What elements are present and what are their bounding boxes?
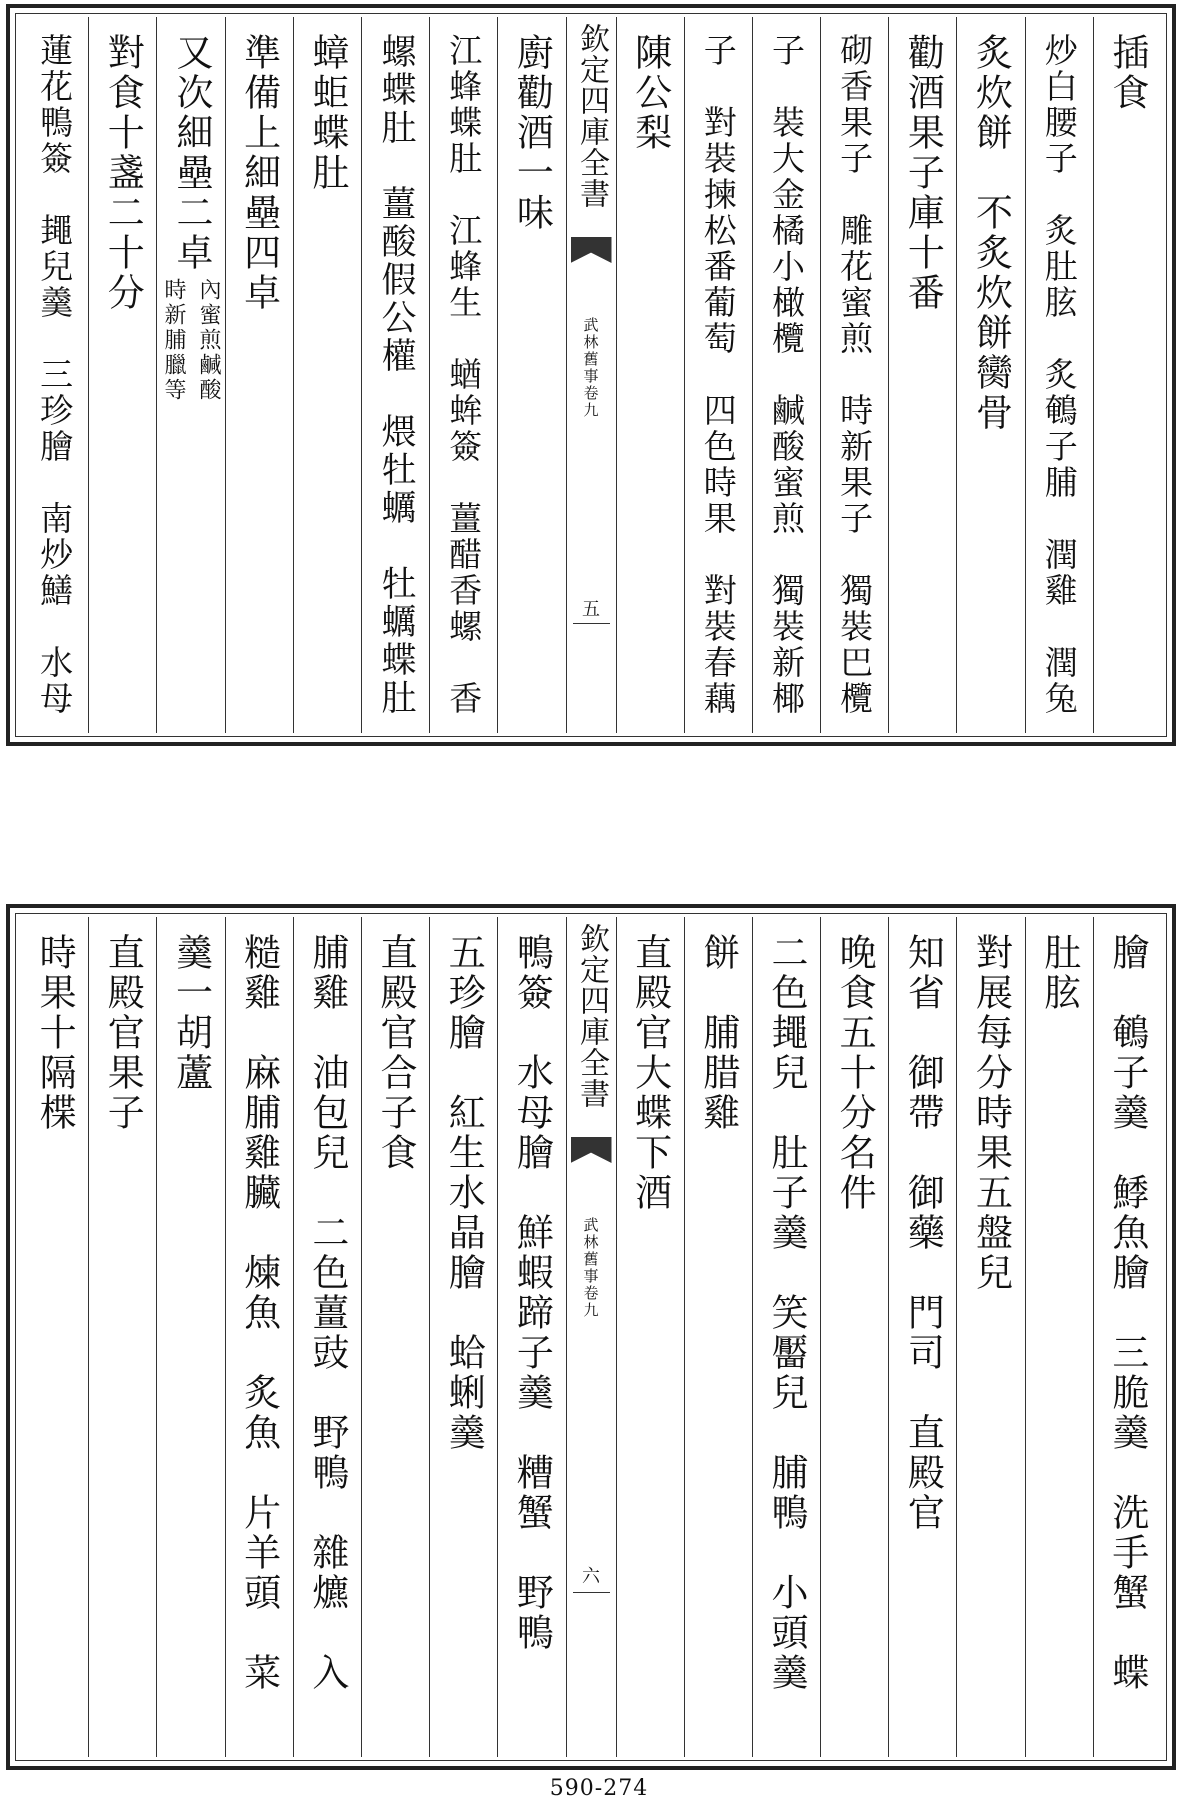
- column: [684, 917, 752, 1757]
- column: [956, 17, 1024, 733]
- fold-rule: [573, 1592, 610, 1593]
- column: [1093, 917, 1161, 1757]
- column: [429, 17, 497, 733]
- column: [225, 917, 293, 1757]
- fishtail-mark: [571, 237, 612, 263]
- column-text: 對食十盞二十分: [101, 33, 145, 313]
- column-text: 又次細壘二卓: [169, 33, 213, 273]
- volume-label: 武林舊事卷九: [581, 317, 600, 419]
- column-text: 鴨簽 水母膾 鮮蝦蹄子羹 糟蟹 野鴨: [510, 933, 554, 1653]
- column: [1093, 17, 1161, 733]
- column: [1025, 917, 1093, 1757]
- column: [225, 17, 293, 733]
- column: [429, 917, 497, 1757]
- bottom-columns: [21, 917, 1161, 1757]
- bottom-page: [6, 904, 1176, 1770]
- column: [21, 917, 88, 1757]
- book-title: 欽定四庫全書: [574, 923, 609, 1109]
- column: [888, 17, 956, 733]
- column: [752, 917, 820, 1757]
- page-number: 五: [582, 599, 600, 620]
- column-text: 陳公梨: [628, 33, 672, 153]
- column-text: 插食: [1105, 33, 1149, 113]
- column-text: 知省 御帶 御藥 門司 直殿官: [901, 933, 945, 1533]
- note-line: 時新脯臘等: [160, 278, 186, 403]
- column: [497, 917, 565, 1757]
- column: [361, 17, 429, 733]
- column: [752, 17, 820, 733]
- page-footer-number: 590-274: [549, 1776, 649, 1801]
- fold-rule: [573, 623, 610, 624]
- column: [156, 917, 224, 1757]
- column: [684, 17, 752, 733]
- column-text: 準備上細壘四卓: [237, 33, 281, 313]
- volume-label: 武林舊事卷九: [581, 1217, 600, 1319]
- column-text: 二色䵷兒 肚子羹 笑靨兒 脯鴨 小頭羹: [764, 933, 808, 1693]
- column: [88, 917, 156, 1757]
- column-text: 直殿官大蝶下酒: [628, 933, 672, 1213]
- column-text: 子 裝大金橘小橄欖 鹹酸蜜煎 獨裝新椰: [766, 33, 806, 717]
- column-text: 對展每分時果五盤兒: [969, 933, 1013, 1293]
- column-text: 子 對裝揀松番葡萄 四色時果 對裝春藕: [698, 33, 738, 717]
- center-fold: [566, 17, 616, 733]
- column-with-notes: [156, 17, 224, 733]
- column-text: 勸酒果子庫十番: [901, 33, 945, 313]
- column-text: 直殿官合子食: [374, 933, 418, 1173]
- top-page: [6, 4, 1176, 746]
- column: [616, 17, 684, 733]
- column: [497, 17, 565, 733]
- column-text: 餅 脯腊雞: [696, 933, 740, 1133]
- column-text: 江蜂蝶肚 江蜂生 蝤蛑簽 薑醋香螺 香: [444, 33, 484, 717]
- column-text: 羹一胡蘆: [169, 933, 213, 1093]
- column: [820, 917, 888, 1757]
- interlinear-notes: [160, 278, 221, 403]
- column-text: 肚胘: [1037, 933, 1081, 1013]
- top-columns: [21, 17, 1161, 733]
- twin-wrap: [157, 33, 224, 733]
- column: [616, 917, 684, 1757]
- column-text: 蓮花鴨簽 䵷兒羹 三珍膾 南炒鱔 水母: [35, 33, 75, 717]
- column-text: 蟑蚷蝶肚: [305, 33, 349, 193]
- column: [361, 917, 429, 1757]
- column-text: 炒白腰子 炙肚胘 炙鵪子脯 潤雞 潤兔: [1039, 33, 1079, 717]
- book-title: 欽定四庫全書: [574, 23, 609, 209]
- column-text: 炙炊餅 不炙炊餅臠骨: [969, 33, 1013, 433]
- note-line: 內蜜煎鹹酸: [195, 278, 221, 403]
- column: [21, 17, 88, 733]
- center-fold: [566, 917, 616, 1757]
- column-text: 晚食五十分名件: [833, 933, 877, 1213]
- column-text: 膾 鵪子羹 鯚魚膾 三脆羹 洗手蟹 蝶: [1105, 933, 1149, 1693]
- column: [88, 17, 156, 733]
- column: [956, 917, 1024, 1757]
- column-text: 五珍膾 紅生水晶膾 蛤蜊羹: [442, 933, 486, 1453]
- column-text: 時果十隔楪: [33, 933, 77, 1133]
- page-number: 六: [582, 1566, 600, 1587]
- column: [888, 917, 956, 1757]
- column-text: 脯雞 油包兒 二色薑豉 野鴨 雜爊 入: [305, 933, 349, 1693]
- column: [293, 17, 361, 733]
- column: [820, 17, 888, 733]
- column-text: 糙雞 麻脯雞臟 煉魚 炙魚 片羊頭 菜: [237, 933, 281, 1693]
- fishtail-mark: [571, 1137, 612, 1163]
- column-text: 螺蝶肚 薑酸假公權 煨牡蠣 牡蠣蝶肚: [376, 33, 417, 717]
- column-text: 廚勸酒一味: [510, 33, 554, 233]
- column: [293, 917, 361, 1757]
- column-text: 直殿官果子: [101, 933, 145, 1133]
- column-text: 砌香果子 雕花蜜煎 時新果子 獨裝巴欖: [835, 33, 875, 717]
- column: [1025, 17, 1093, 733]
